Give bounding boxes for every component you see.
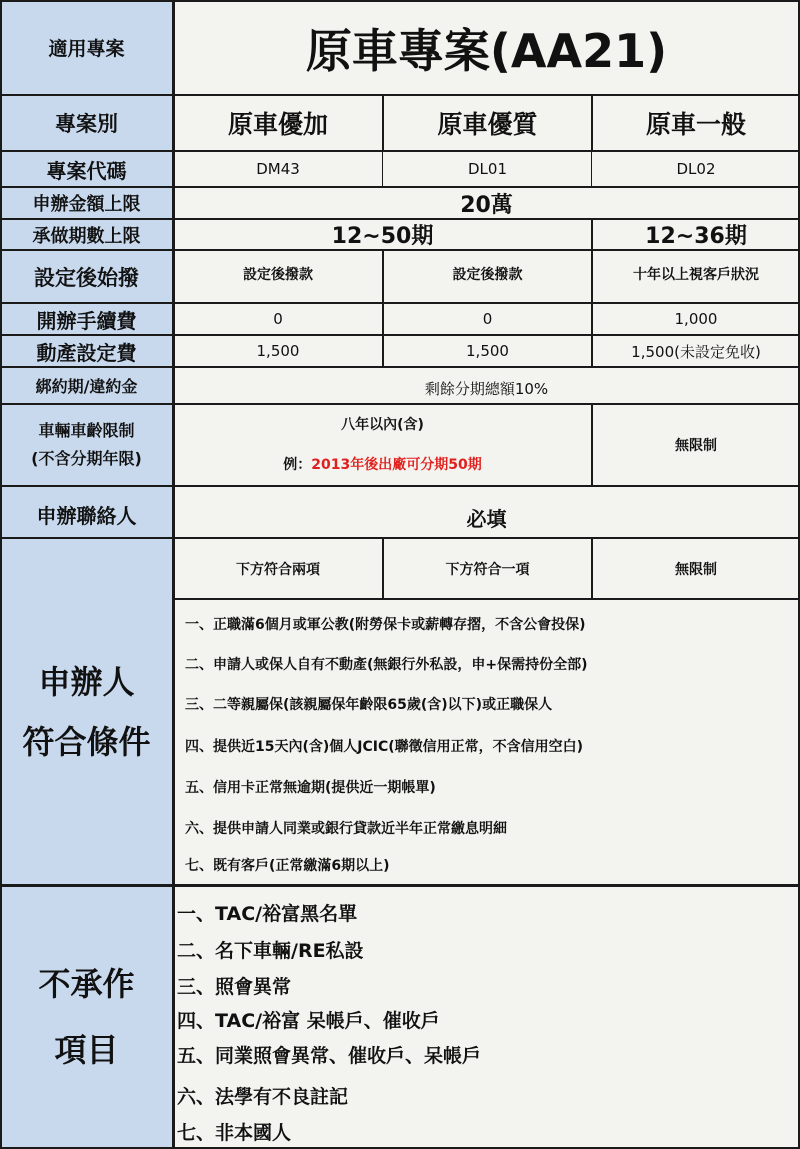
condition-1: 一、正職滿6個月或軍公教(附勞保卡或薪轉存摺，不含公會投保) xyxy=(185,617,586,633)
vehicle-age-ab-line1: 八年以內(含) xyxy=(341,417,424,433)
grid-line xyxy=(591,250,593,367)
grid-line xyxy=(591,95,593,151)
project-type-a: 原車優加 xyxy=(173,95,383,151)
grid-line xyxy=(0,218,800,220)
disbursement-a: 設定後撥款 xyxy=(173,250,383,303)
grid-line xyxy=(591,538,593,599)
condition-3: 三、二等親屬保(該親屬保年齡限65歲(含)以下)或正職保人 xyxy=(185,697,553,713)
binding-value: 剩餘分期總額10% xyxy=(173,367,800,404)
condition-7: 七、既有客戶(正常繳滿6期以上) xyxy=(185,858,390,874)
handling-fee-c: 1,000 xyxy=(592,303,800,335)
project-type-label: 專案別 xyxy=(0,95,173,151)
grid-line xyxy=(0,0,800,2)
applicant-label-line2: 符合條件 xyxy=(22,722,151,761)
exclusion-1: 一、TAC/裕富黑名單 xyxy=(177,903,358,925)
applicant-label xyxy=(0,538,173,885)
chattel-fee-c: 1,500(未設定免收) xyxy=(592,335,800,367)
grid-line xyxy=(172,0,175,1149)
grid-line xyxy=(0,302,800,304)
applicant-req-a: 下方符合兩項 xyxy=(173,538,383,599)
vehicle-age-example-highlight: 2013年後出廠可分期50期 xyxy=(311,457,482,473)
grid-line xyxy=(0,249,800,251)
contact-label: 申辦聯絡人 xyxy=(0,486,173,538)
vehicle-age-ab xyxy=(173,404,592,486)
applicant-conditions xyxy=(173,599,800,885)
grid-line xyxy=(591,219,593,250)
exclusion-6: 六、法學有不良註記 xyxy=(177,1086,349,1108)
project-code-b: DL01 xyxy=(383,151,592,187)
condition-4: 四、提供近15天內(含)個人JCIC(聯徵信用正常，不含信用空白) xyxy=(185,739,584,755)
grid-line xyxy=(0,366,800,368)
condition-6: 六、提供申請人同業或銀行貸款近半年正常繳息明細 xyxy=(185,821,507,837)
chattel-fee-a: 1,500 xyxy=(173,335,383,367)
amount-limit-label: 申辦金額上限 xyxy=(0,187,173,219)
grid-line xyxy=(591,151,592,187)
condition-2: 二、申請人或保人自有不動產(無銀行外私設，申+保需持份全部) xyxy=(185,657,588,673)
grid-line xyxy=(0,884,800,887)
vehicle-age-label-line1: 車輛車齡限制 xyxy=(38,421,135,440)
grid-line xyxy=(382,95,384,151)
exclusions-list xyxy=(173,885,800,1149)
term-limit-c: 12~36期 xyxy=(592,219,800,250)
project-type-c: 原車一般 xyxy=(592,95,800,151)
contact-value: 必填 xyxy=(173,486,800,538)
handling-fee-b: 0 xyxy=(383,303,592,335)
amount-limit-value: 20萬 xyxy=(173,187,800,219)
exclusion-5: 五、同業照會異常、催收戶、呆帳戶 xyxy=(177,1045,482,1067)
grid-line xyxy=(0,537,800,539)
grid-line xyxy=(0,150,800,152)
handling-fee-a: 0 xyxy=(173,303,383,335)
applicant-req-c: 無限制 xyxy=(592,538,800,599)
project-code-c: DL02 xyxy=(592,151,800,187)
disbursement-c: 十年以上視客戶狀況 xyxy=(592,250,800,303)
vehicle-age-example-prefix: 例： xyxy=(283,457,312,473)
vehicle-age-label xyxy=(0,404,173,486)
term-limit-label: 承做期數上限 xyxy=(0,219,173,250)
exclusion-7: 七、非本國人 xyxy=(177,1122,292,1144)
chattel-fee-b: 1,500 xyxy=(383,335,592,367)
disbursement-label: 設定後始撥 xyxy=(0,250,173,303)
applicable-project-label: 適用專案 xyxy=(0,0,173,95)
condition-5: 五、信用卡正常無逾期(提供近一期帳單) xyxy=(185,780,436,796)
exclusion-2: 二、名下車輛/RE私設 xyxy=(177,940,364,962)
exclusion-4: 四、TAC/裕富 呆帳戶、催收戶 xyxy=(177,1010,440,1032)
exclusions-label-line2: 項目 xyxy=(54,1031,119,1069)
project-title: 原車專案(AA21) xyxy=(173,0,800,95)
vehicle-age-example xyxy=(283,454,481,474)
grid-line xyxy=(0,186,800,188)
project-type-b: 原車優質 xyxy=(383,95,592,151)
project-code-a: DM43 xyxy=(173,151,383,187)
vehicle-age-c: 無限制 xyxy=(592,404,800,486)
applicant-label-line1: 申辦人 xyxy=(38,662,135,701)
grid-line xyxy=(382,538,384,599)
chattel-fee-label: 動產設定費 xyxy=(0,335,173,367)
project-code-label: 專案代碼 xyxy=(0,151,173,187)
handling-fee-label: 開辦手續費 xyxy=(0,303,173,335)
grid-line xyxy=(0,334,800,336)
term-limit-ab: 12~50期 xyxy=(173,219,592,250)
grid-line xyxy=(0,0,2,1149)
exclusions-label xyxy=(0,885,173,1149)
grid-line xyxy=(0,94,800,96)
grid-line xyxy=(382,250,384,367)
grid-line xyxy=(0,403,800,405)
vehicle-age-label-line2: (不含分期年限) xyxy=(31,449,142,468)
applicant-req-b: 下方符合一項 xyxy=(383,538,592,599)
exclusion-3: 三、照會異常 xyxy=(177,976,292,998)
exclusions-label-line1: 不承作 xyxy=(38,965,135,1003)
disbursement-b: 設定後撥款 xyxy=(383,250,592,303)
grid-line xyxy=(591,404,593,486)
grid-line xyxy=(173,598,800,600)
grid-line xyxy=(0,485,800,487)
binding-label: 綁約期/違約金 xyxy=(0,367,173,404)
grid-line xyxy=(382,151,383,187)
